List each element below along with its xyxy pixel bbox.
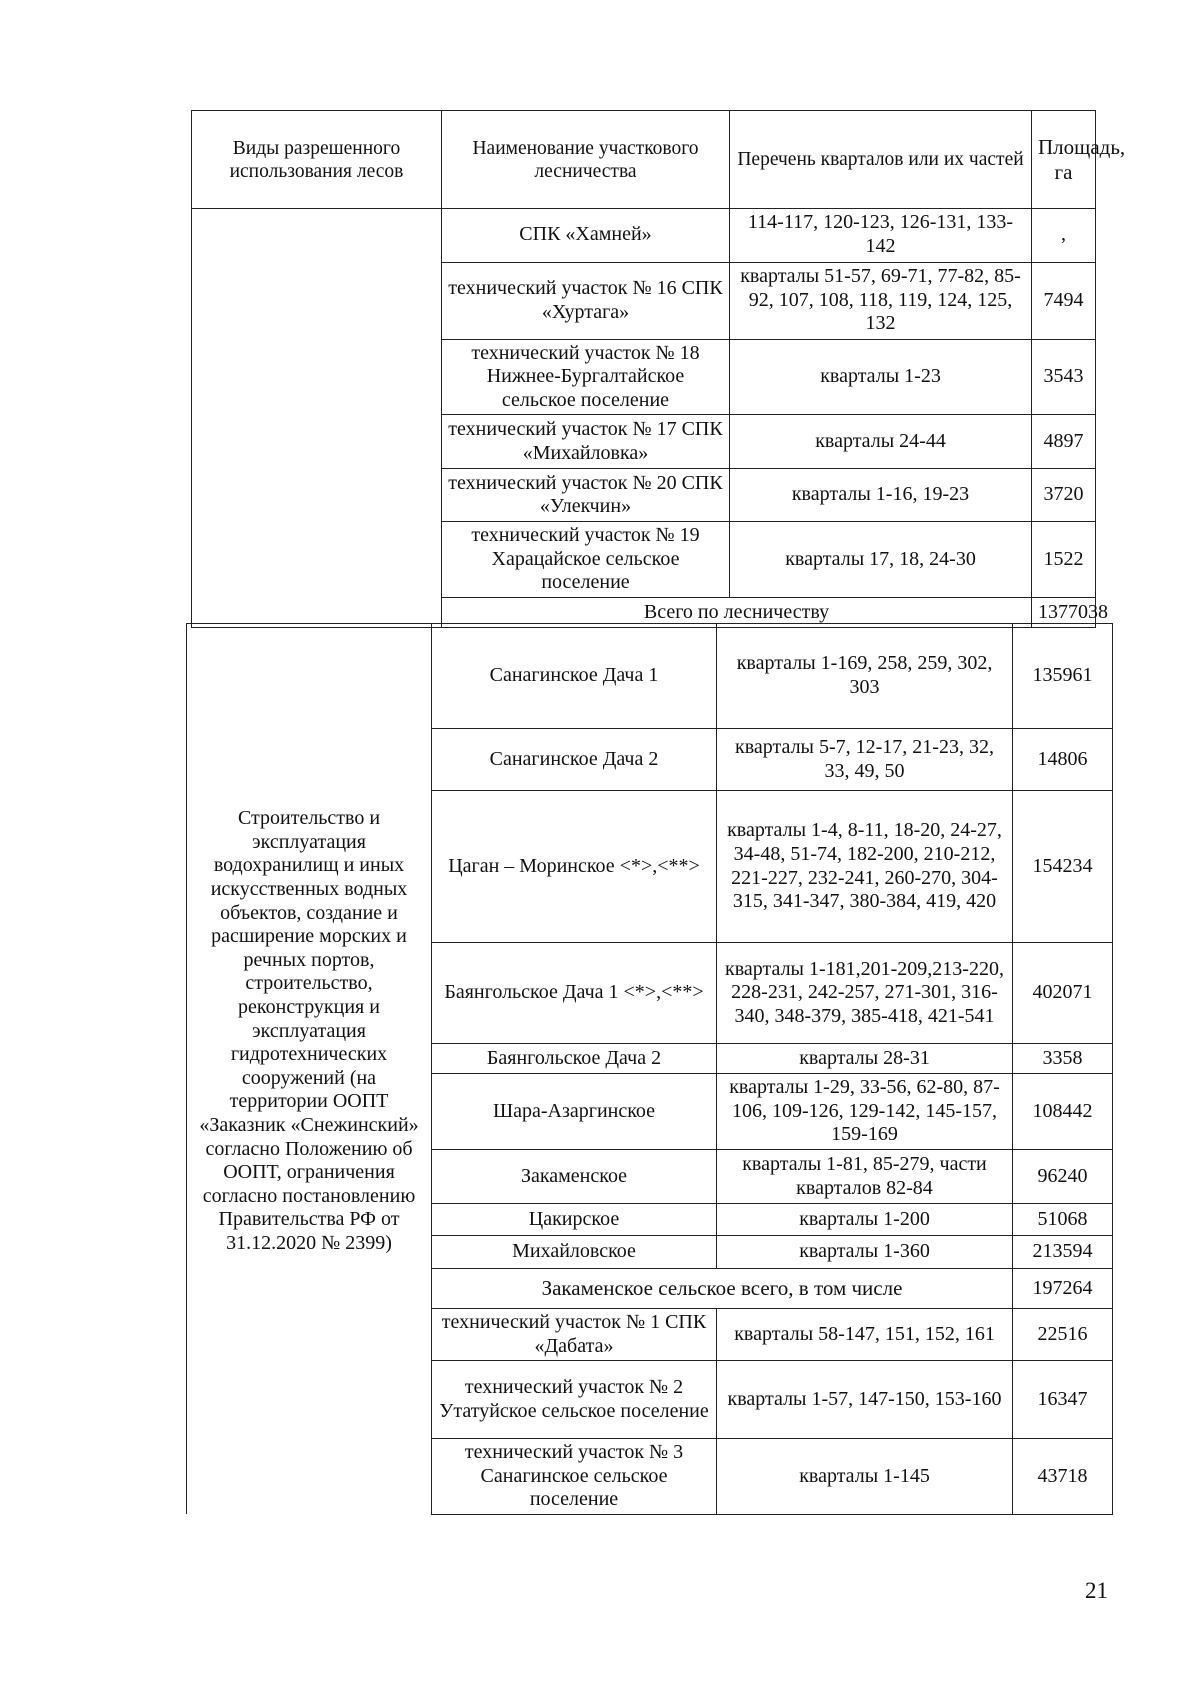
area-value: , — [1032, 208, 1096, 262]
forestry-name: технический участок № 18 Нижнее-Бургалтайское сельское поселение — [442, 339, 730, 415]
table-block-2 — [186, 623, 1113, 1515]
area-value: 14806 — [1013, 729, 1113, 791]
quarters-list: кварталы 1-16, 19-23 — [730, 469, 1032, 522]
quarters-list: кварталы 17, 18, 24-30 — [730, 522, 1032, 598]
header-quarters: Перечень кварталов или их частей — [730, 111, 1032, 209]
forestry-name: технический участок № 16 СПК «Хуртага» — [442, 262, 730, 339]
area-value: 3358 — [1013, 1044, 1113, 1074]
quarters-list: кварталы 1-200 — [717, 1204, 1013, 1236]
header-use-type: Виды разрешенного использования лесов — [192, 111, 442, 209]
quarters-list: кварталы 5-7, 12-17, 21-23, 32, 33, 49, 50 — [717, 729, 1013, 791]
quarters-list: кварталы 1-145 — [717, 1439, 1013, 1515]
forestry-name: Санагинское Дача 1 — [432, 624, 717, 729]
forestry-name: технический участок № 19 Харацайское сельское поселение — [442, 522, 730, 598]
page-number: 21 — [1085, 1578, 1108, 1603]
use-type-cell-continuation — [187, 1439, 432, 1515]
forestry-name: технический участок № 20 СПК «Улекчин» — [442, 469, 730, 522]
subtotal-label: Закаменское сельское всего, в том числе — [432, 1269, 1013, 1309]
forestry-name: Цаган – Моринское <*>,<**> — [432, 791, 717, 943]
quarters-list: кварталы 28-31 — [717, 1044, 1013, 1074]
forestry-name: Закаменское — [432, 1150, 717, 1204]
quarters-list: кварталы 1-57, 147-150, 153-160 — [717, 1361, 1013, 1439]
quarters-list: кварталы 1-181,201-209,213-220, 228-231, 242-257, 271-301, 316-340, 348-379, 385-418, 421-541 — [717, 943, 1013, 1044]
area-value: 135961 — [1013, 624, 1113, 729]
forestry-name: технический участок № 17 СПК «Михайловка» — [442, 415, 730, 469]
area-value: 51068 — [1013, 1204, 1113, 1236]
area-value: 7494 — [1032, 262, 1096, 339]
quarters-list: кварталы 1-81, 85-279, части кварталов 82-84 — [717, 1150, 1013, 1204]
area-value: 4897 — [1032, 415, 1096, 469]
quarters-list: кварталы 1-29, 33-56, 62-80, 87-106, 109-126, 129-142, 145-157, 159-169 — [717, 1074, 1013, 1150]
forestry-total-label: Всего по лесничеству — [442, 598, 1032, 628]
forestry-name: Михайловское — [432, 1236, 717, 1269]
quarters-list: 114-117, 120-123, 126-131, 133-142 — [730, 208, 1032, 262]
area-value: 402071 — [1013, 943, 1113, 1044]
area-value: 154234 — [1013, 791, 1113, 943]
quarters-list: кварталы 51-57, 69-71, 77-82, 85-92, 107, 108, 118, 119, 124, 125, 132 — [730, 262, 1032, 339]
quarters-list: кварталы 1-360 — [717, 1236, 1013, 1269]
area-value: 96240 — [1013, 1150, 1113, 1204]
quarters-list: кварталы 1-23 — [730, 339, 1032, 415]
table-header — [191, 110, 1126, 209]
forestry-name: Баянгольское Дача 2 — [432, 1044, 717, 1074]
header-forestry-name: Наименование участкового лесничества — [442, 111, 730, 209]
area-value: 3720 — [1032, 469, 1096, 522]
header-area: Площадь, га — [1032, 111, 1096, 209]
area-value: 3543 — [1032, 339, 1096, 415]
forestry-name: технический участок № 1 СПК «Дабата» — [432, 1309, 717, 1361]
quarters-list: кварталы 24-44 — [730, 415, 1032, 469]
area-value: 16347 — [1013, 1361, 1113, 1439]
use-type-cell-empty — [192, 208, 442, 598]
forestry-total-value: 1377038 — [1032, 598, 1096, 628]
use-type-construction: Строительство и эксплуатация водохранилищ и иных искусственных водных объектов, создание и расширение морских и речных портов, строительство, реконструкция и эксплуатация гидротехнических сооружений (на территории ООПТ «Заказник «Снежинский» согласно Положению об ООПТ, ограничения согласно постановлению Правительства РФ от 31.12.2020 № 2399) — [187, 624, 432, 1439]
forestry-name: технический участок № 3 Санагинское сельское поселение — [432, 1439, 717, 1515]
subtotal-value: 197264 — [1013, 1269, 1113, 1309]
forestry-name: Шара-Азаргинское — [432, 1074, 717, 1150]
quarters-list: кварталы 1-4, 8-11, 18-20, 24-27, 34-48, 51-74, 182-200, 210-212, 221-227, 232-241, 260-270, 304-315, 341-347, 380-384, 419, 420 — [717, 791, 1013, 943]
table-block-1 — [191, 208, 1108, 628]
area-value: 213594 — [1013, 1236, 1113, 1269]
forestry-name: Цакирское — [432, 1204, 717, 1236]
forestry-name: СПК «Хамней» — [442, 208, 730, 262]
area-value: 22516 — [1013, 1309, 1113, 1361]
area-value: 43718 — [1013, 1439, 1113, 1515]
area-value: 1522 — [1032, 522, 1096, 598]
quarters-list: кварталы 58-147, 151, 152, 161 — [717, 1309, 1013, 1361]
forestry-name: Баянгольское Дача 1 <*>,<**> — [432, 943, 717, 1044]
area-value: 108442 — [1013, 1074, 1113, 1150]
quarters-list: кварталы 1-169, 258, 259, 302, 303 — [717, 624, 1013, 729]
forestry-name: Санагинское Дача 2 — [432, 729, 717, 791]
forestry-name: технический участок № 2 Утатуйское сельское поселение — [432, 1361, 717, 1439]
